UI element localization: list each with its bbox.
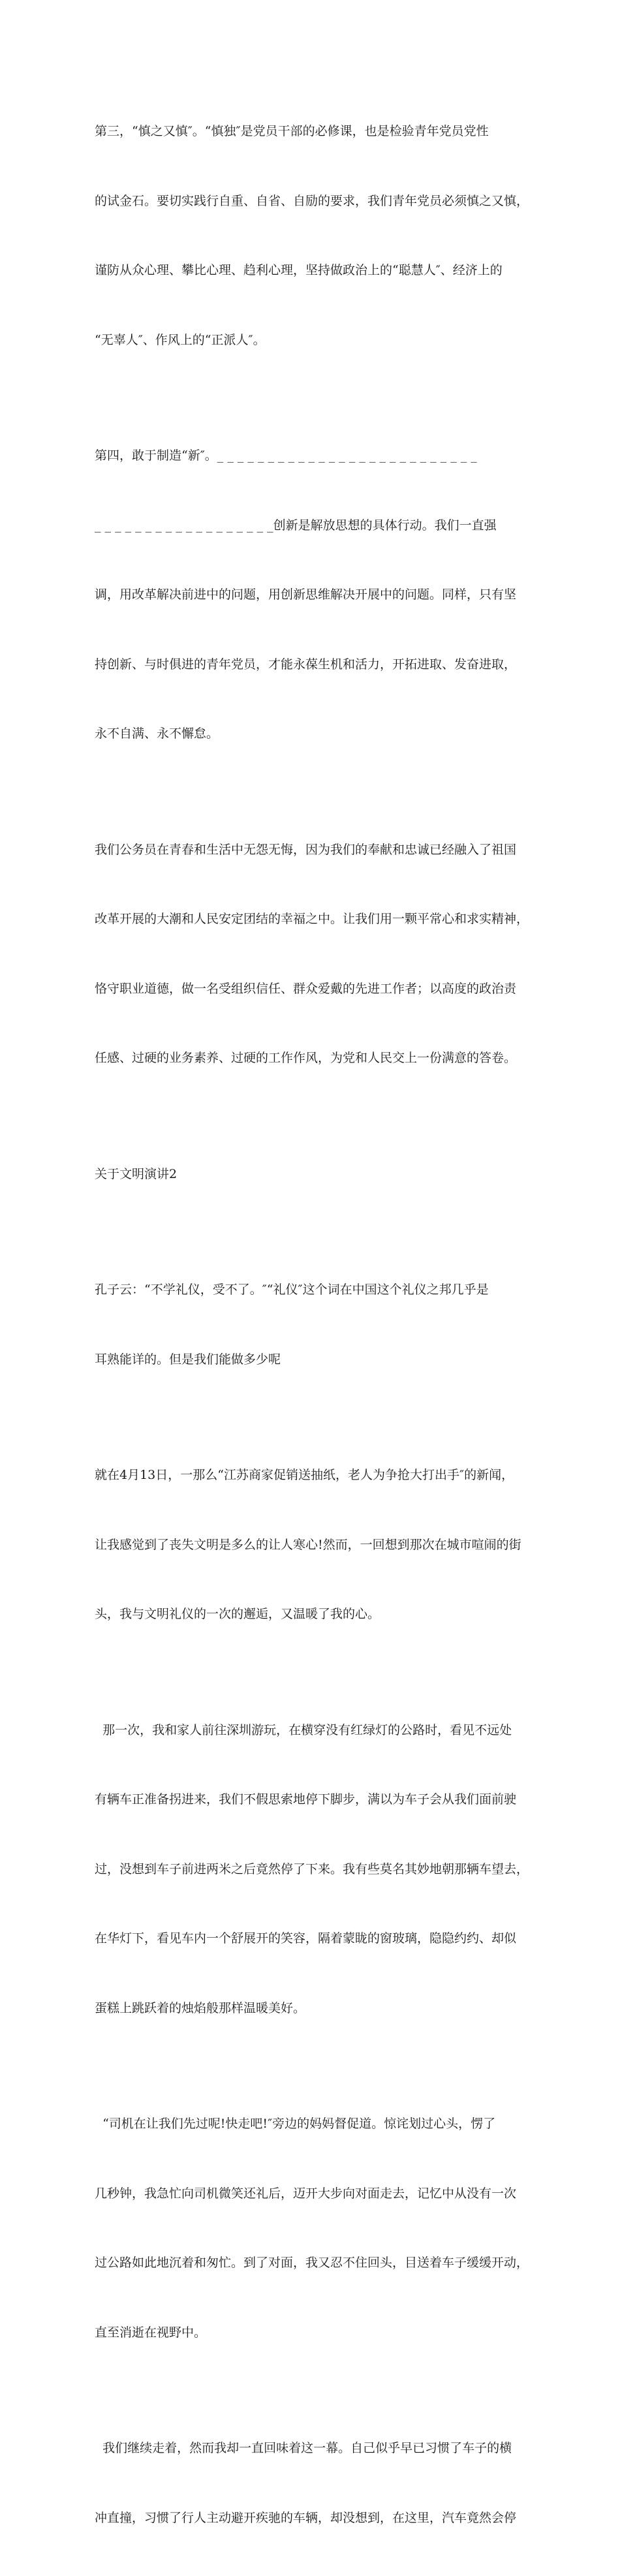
text-line: 头，我与文明礼仪的一次的邂逅，又温暖了我的心。 (95, 1607, 380, 1621)
text-line: 耳熟能详的。但是我们能做多少呢 (95, 1352, 281, 1367)
text-line: 我们继续走着，然而我却一直回味着这一幕。自己似乎早已习惯了车子的横 (95, 2441, 512, 2455)
heading-line: 关于文明演讲2 (95, 1166, 178, 1181)
text-line: 就在4月13日，一那么“江苏商家促销送抽纸，老人为争抢大打出手″的新闻， (95, 1468, 514, 1482)
paragraph-news (95, 1418, 529, 1673)
text-line: 冲直撞，习惯了行人主动避开疾驰的车辆，却没想到，在这里，汽车竟然会停 (95, 2510, 517, 2525)
text-line: 过公路如此地沉着和匆忙。到了对面，我又忍不住回头，目送着车子缓缓开动， (95, 2256, 529, 2270)
text-line: 我们公务员在青春和生活中无怨无悔，因为我们的奉献和忠诚已经融入了祖国 (95, 842, 517, 857)
text-line: 第三，“慎之又慎″。“慎独″是党员干部的必修课，也是检验青年党员党性 (95, 124, 489, 138)
text-line: 直至消逝在视野中。 (95, 2325, 207, 2340)
text-line: 那一次，我和家人前往深圳游玩，在横穿没有红绿灯的公路时，看见不远处 (95, 1722, 512, 1737)
text-line: 第四，敢于制造“新″。_ _ _ _ _ _ _ _ _ _ _ _ _ _ _ _ _ _ _ _ _ _ _ _ _ _ (95, 448, 477, 463)
text-line: 的试金石。要切实践行自重、自省、自励的要求，我们青年党员必须慎之又慎， (95, 193, 529, 208)
text-line: 在华灯下，看见车内一个舒展开的笑容，隔着蒙眬的窗玻璃，隐隐约约、却似 (95, 1931, 517, 1946)
paragraph-driver-yields (95, 2066, 529, 2391)
text-line: 谨防从众心理、攀比心理、趋利心理，坚持做政治上的“聪慧人″、经济上的 (95, 263, 503, 277)
text-line: 持创新、与时俱进的青年党员，才能永葆生机和活力，开拓进取、发奋进取， (95, 657, 517, 672)
paragraph-third-point (95, 74, 529, 398)
text-line: 几秒钟，我急忙向司机微笑还礼后，迈开大步向对面走去，记忆中从没有一次 (95, 2186, 517, 2201)
paragraph-civil-servants (95, 792, 529, 1117)
text-line: _ _ _ _ _ _ _ _ _ _ _ _ _ _ _ _ _ _创新是解放思想的具体行动。我们一直强 (95, 518, 497, 533)
text-line: “无辜人″、作风上的“正派人″。 (95, 332, 266, 347)
paragraph-shenzhen-trip (95, 1673, 529, 2067)
paragraph-confucius (95, 1232, 529, 1418)
text-line: 孔子云：“不学礼仪，受不了。″“礼仪″这个词在中国这个礼仪之邦几乎是 (95, 1282, 489, 1297)
text-line: 让我感觉到了丧失文明是多么的让人寒心!然而，一回想到那次在城市喧闹的街 (95, 1537, 521, 1552)
text-line: “司机在让我们先过呢!快走吧!″旁边的妈妈督促道。惊诧划过心头，愣了 (95, 2117, 496, 2131)
text-line: 永不自满、永不懈怠。 (95, 726, 219, 741)
document-page (95, 74, 529, 2576)
paragraph-reflection (95, 2391, 529, 2576)
text-line: 改革开展的大潮和人民安定团结的幸福之中。让我们用一颗平常心和求实精神， (95, 912, 529, 926)
paragraph-fourth-point (95, 398, 529, 792)
text-line: 恪守职业道德，做一名受组织信任、群众爱戴的先进工作者；以高度的政治责 (95, 981, 517, 996)
text-line: 调，用改革解决前进中的问题，用创新思维解决开展中的问题。同样，只有坚 (95, 587, 517, 602)
text-line: 任感、过硬的业务素养、过硬的工作作风，为党和人民交上一份满意的答卷。 (95, 1051, 517, 1065)
section-heading (95, 1117, 529, 1233)
text-line: 过，没想到车子前进两米之后竟然停了下来。我有些莫名其妙地朝那辆车望去， (95, 1861, 529, 1876)
text-line: 蛋糕上跳跃着的烛焰般那样温暖美好。 (95, 2000, 306, 2015)
text-line: 有辆车正准备拐进来，我们不假思索地停下脚步，满以为车子会从我们面前驶 (95, 1792, 517, 1807)
